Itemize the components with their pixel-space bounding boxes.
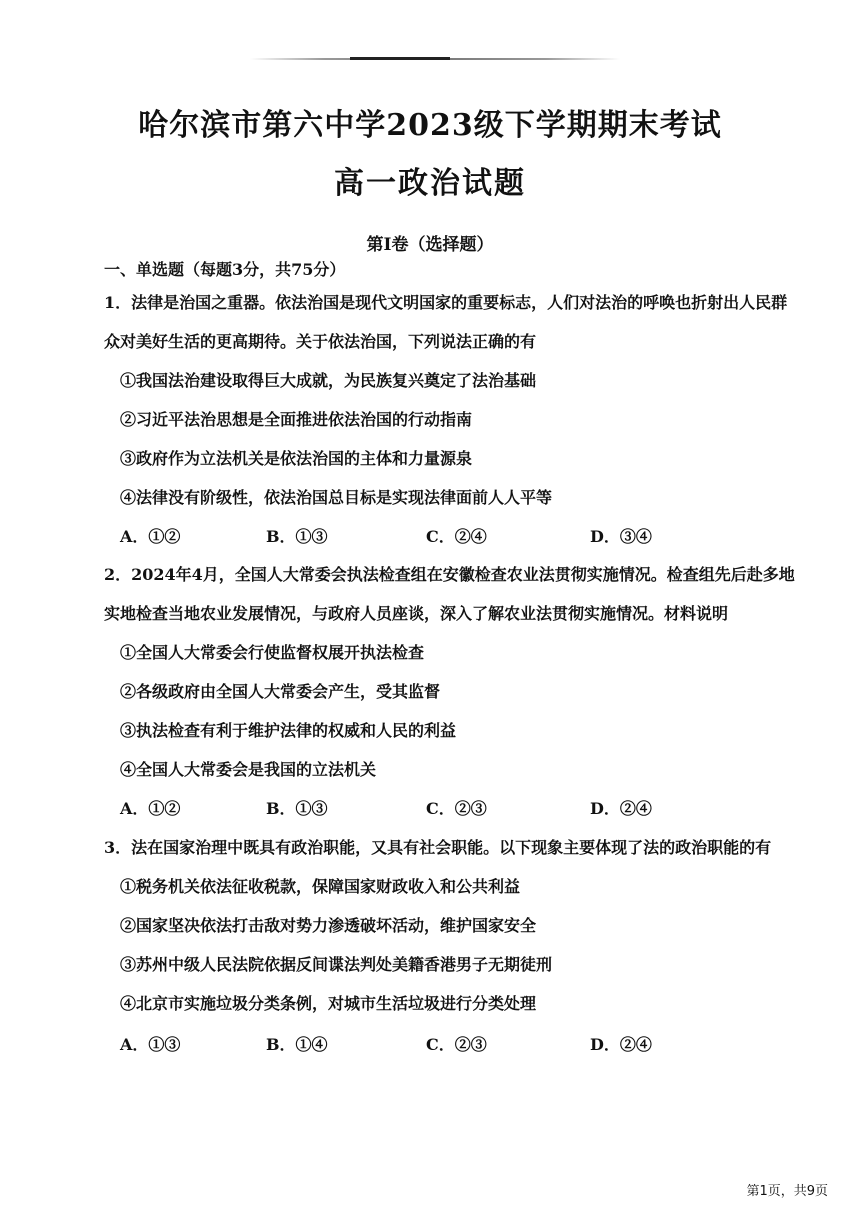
volume-heading: 第Ⅰ卷（选择题） [366, 235, 494, 255]
question-1-stem-line1: 1．法律是治国之重器。依法治国是现代文明国家的重要标志，人们对法治的呼唤也折射出人民群 [104, 293, 788, 312]
question-3-item-2: ②国家坚决依法打击敌对势力渗透破坏活动，维护国家安全 [120, 916, 537, 935]
section-heading: 一、单选题（每题3分，共75分） [104, 260, 346, 279]
question-1-item-3: ③政府作为立法机关是依法治国的主体和力量源泉 [120, 449, 473, 468]
question-2-answer-b: B．①③ [266, 799, 328, 818]
question-2-item-4: ④全国人大常委会是我国的立法机关 [120, 760, 377, 779]
question-3-answer-c: C．②③ [426, 1035, 487, 1054]
question-3-item-4: ④北京市实施垃圾分类条例，对城市生活垃圾进行分类处理 [120, 994, 537, 1013]
question-1-stem-line2: 众对美好生活的更高期待。关于依法治国，下列说法正确的有 [104, 332, 537, 351]
question-3-answer-d: D．②④ [590, 1035, 652, 1054]
exam-subtitle: 高一政治试题 [334, 166, 526, 201]
question-3-answer-b: B．①④ [266, 1035, 328, 1054]
question-1-item-4: ④法律没有阶级性，依法治国总目标是实现法律面前人人平等 [120, 488, 553, 507]
question-2-stem-line1: 2．2024年4月，全国人大常委会执法检查组在安徽检查农业法贯彻实施情况。检查组先后赴多地 [104, 565, 795, 584]
question-3-item-3: ③苏州中级人民法院依据反间谍法判处美籍香港男子无期徒刑 [120, 955, 553, 974]
question-2-item-2: ②各级政府由全国人大常委会产生，受其监督 [120, 682, 441, 701]
question-3-answer-a: A．①③ [120, 1035, 181, 1054]
question-3-item-1: ①税务机关依法征收税款，保障国家财政收入和公共利益 [120, 877, 521, 896]
question-1-answer-a: A．①② [120, 527, 181, 546]
question-1-answer-c: C．②④ [426, 527, 487, 546]
question-1-answer-d: D．③④ [590, 527, 652, 546]
question-3-stem-line1: 3．法在国家治理中既具有政治职能，又具有社会职能。以下现象主要体现了法的政治职能的有 [104, 838, 772, 857]
top-rule-mark [350, 57, 450, 60]
question-2-item-1: ①全国人大常委会行使监督权展开执法检查 [120, 643, 425, 662]
question-2-answer-a: A．①② [120, 799, 181, 818]
question-1-answer-b: B．①③ [266, 527, 328, 546]
question-1-item-1: ①我国法治建设取得巨大成就，为民族复兴奠定了法治基础 [120, 371, 537, 390]
question-1-item-2: ②习近平法治思想是全面推进依法治国的行动指南 [120, 410, 473, 429]
question-2-answer-c: C．②③ [426, 799, 487, 818]
page-number: 第1页，共9页 [746, 1184, 828, 1199]
exam-title: 哈尔滨市第六中学2023级下学期期末考试 [138, 108, 722, 143]
question-2-item-3: ③执法检查有利于维护法律的权威和人民的利益 [120, 721, 457, 740]
question-2-answer-d: D．②④ [590, 799, 652, 818]
question-2-stem-line2: 实地检查当地农业发展情况，与政府人员座谈，深入了解农业法贯彻实施情况。材料说明 [104, 604, 729, 623]
